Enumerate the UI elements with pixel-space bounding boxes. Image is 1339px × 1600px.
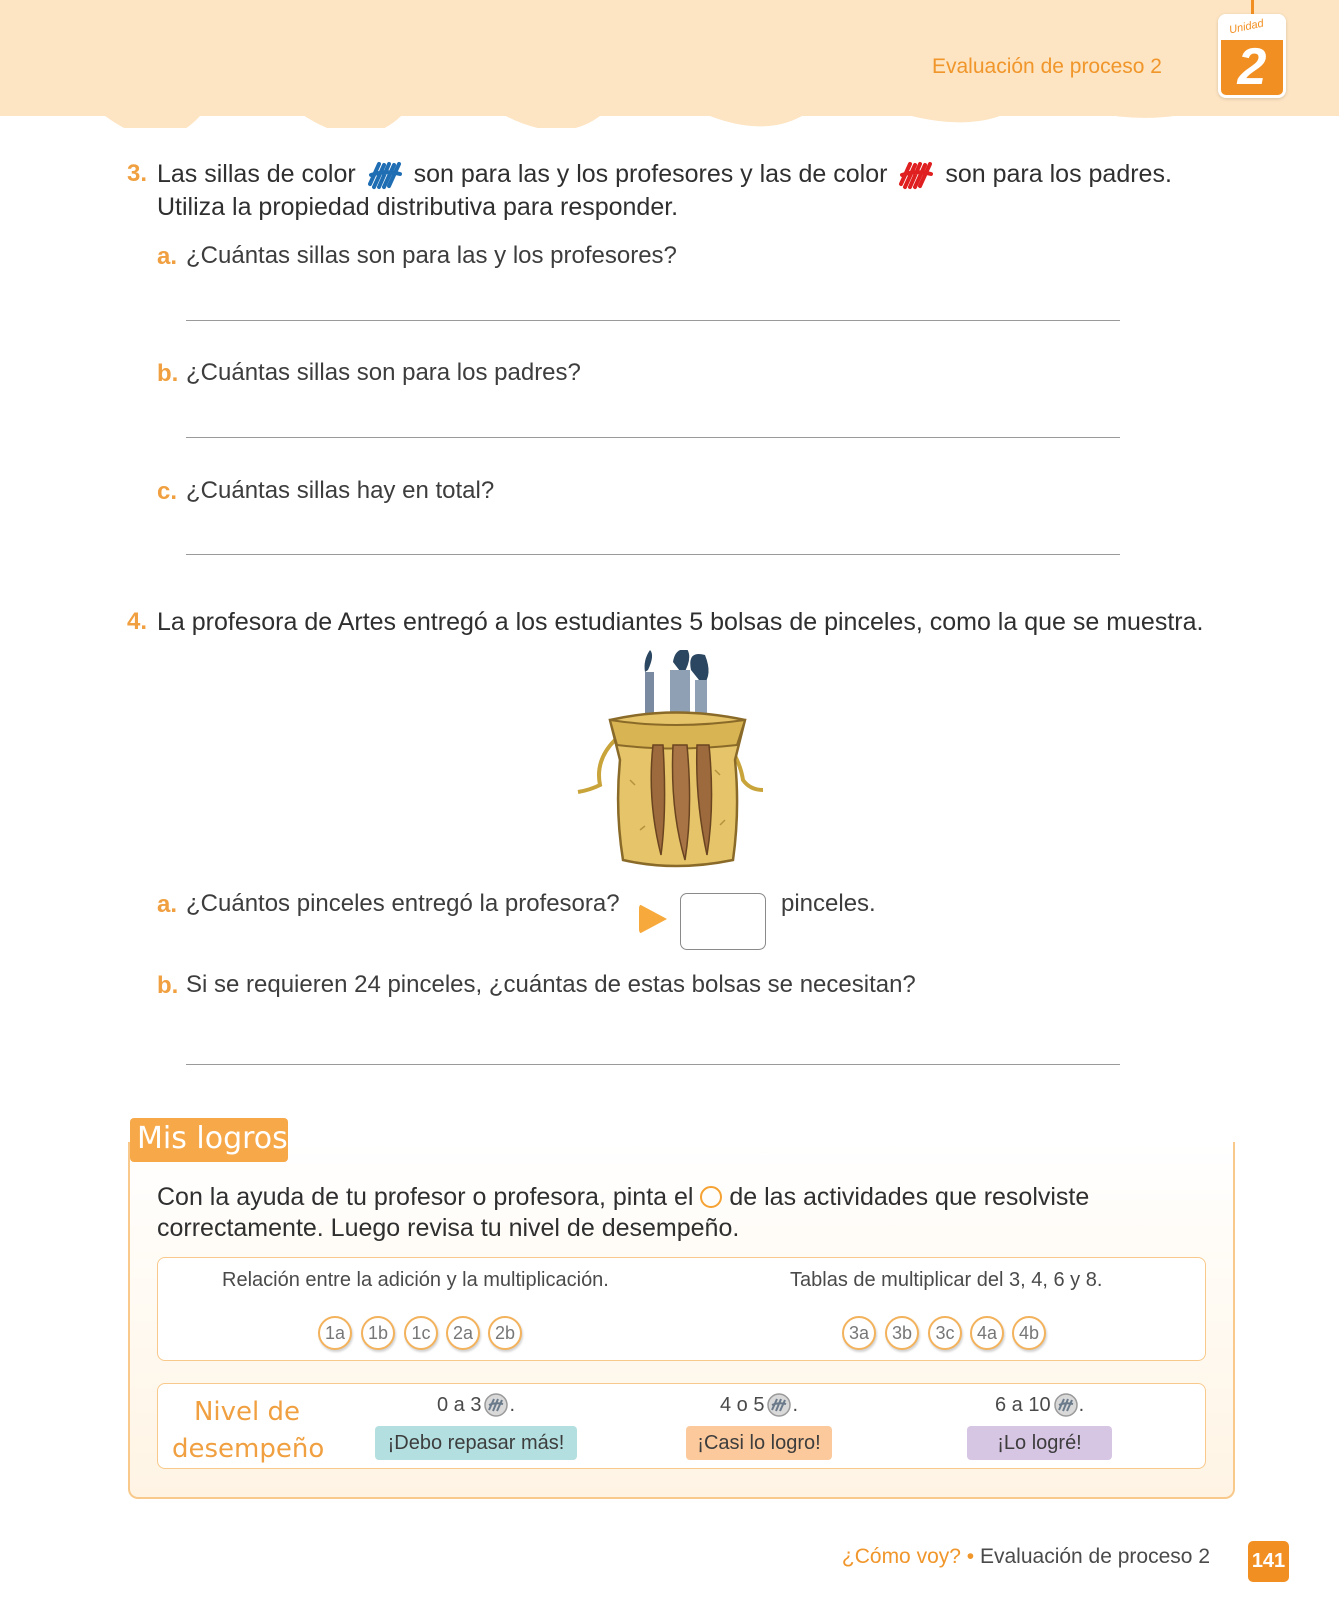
question-3a-letter: a. bbox=[157, 243, 178, 270]
question-3c-text: ¿Cuántas sillas hay en total? bbox=[186, 477, 495, 504]
level-title-line2: desempeño bbox=[172, 1434, 325, 1464]
question-4-number: 4. bbox=[127, 608, 148, 635]
header-title: Evaluación de proceso 2 bbox=[932, 55, 1162, 78]
torn-paper-edge bbox=[0, 104, 1339, 128]
activity-circle-1b[interactable]: 1b bbox=[361, 1316, 395, 1350]
level-range-3: 6 a 10 . bbox=[995, 1394, 1085, 1416]
circle-icon bbox=[700, 1186, 722, 1208]
logros-text-part1: Con la ayuda de tu profesor o profesora, pinta el bbox=[157, 1183, 694, 1211]
activity-circle-3a[interactable]: 3a bbox=[842, 1316, 876, 1350]
logros-text-part2: de las actividades que resolviste bbox=[729, 1183, 1090, 1211]
activity-circle-1a[interactable]: 1a bbox=[318, 1316, 352, 1350]
blue-chair-scribble-icon bbox=[367, 160, 403, 190]
red-chair-scribble-icon bbox=[898, 160, 934, 190]
logros-title: Mis logros bbox=[137, 1121, 288, 1156]
activity-circle-4b[interactable]: 4b bbox=[1012, 1316, 1046, 1350]
footer-accent: ¿Cómo voy? bbox=[841, 1545, 961, 1568]
answer-line-3c[interactable] bbox=[186, 554, 1120, 555]
question-3-text bbox=[157, 158, 1257, 224]
activity-circle-2b[interactable]: 2b bbox=[488, 1316, 522, 1350]
arrow-right-icon bbox=[639, 904, 667, 934]
paintbrush-bag-icon bbox=[575, 650, 775, 870]
level-range-2-text: 4 o 5 bbox=[720, 1394, 765, 1416]
footer-label: Evaluación de proceso bbox=[979, 1545, 1193, 1568]
level-chip-1: ¡Debo repasar más! bbox=[375, 1426, 577, 1460]
question-3b-text: ¿Cuántas sillas son para los padres? bbox=[186, 359, 581, 386]
logros-instructions bbox=[157, 1182, 1217, 1244]
activity-circle-2a[interactable]: 2a bbox=[446, 1316, 480, 1350]
question-4b-letter: b. bbox=[157, 972, 179, 999]
question-4b-text: Si se requieren 24 pinceles, ¿cuántas de estas bolsas se necesitan? bbox=[186, 971, 916, 998]
level-range-3-text: 6 a 10 bbox=[995, 1394, 1051, 1416]
question-3c-letter: c. bbox=[157, 478, 178, 505]
answer-suffix-4a: pinceles. bbox=[781, 890, 876, 917]
answer-line-3a[interactable] bbox=[186, 320, 1120, 321]
question-3-text-part1: Las sillas de color bbox=[157, 160, 356, 188]
question-3-number: 3. bbox=[127, 160, 148, 187]
question-4a-letter: a. bbox=[157, 891, 178, 918]
question-4a-text: ¿Cuántos pinceles entregó la profesora? bbox=[186, 890, 620, 917]
unit-badge bbox=[1218, 14, 1286, 98]
level-title-line1: Nivel de bbox=[193, 1397, 301, 1427]
answer-line-4b[interactable] bbox=[186, 1064, 1120, 1065]
page-number: 141 bbox=[1248, 1541, 1289, 1582]
activity-circle-4a[interactable]: 4a bbox=[970, 1316, 1004, 1350]
gray-scribble-icon bbox=[766, 1393, 792, 1417]
footer-text bbox=[842, 1545, 1210, 1569]
activity-circle-1c[interactable]: 1c bbox=[404, 1316, 438, 1350]
level-range-1: 0 a 3 . bbox=[437, 1394, 516, 1416]
answer-line-3b[interactable] bbox=[186, 437, 1120, 438]
footer-bullet: • bbox=[966, 1545, 975, 1568]
footer-number: 2 bbox=[1198, 1545, 1210, 1568]
unit-number: 2 bbox=[1237, 38, 1267, 96]
answer-box-4a[interactable] bbox=[680, 893, 766, 950]
gray-scribble-icon bbox=[483, 1393, 509, 1417]
level-chip-3: ¡Lo logré! bbox=[967, 1426, 1112, 1460]
activity-circle-3c[interactable]: 3c bbox=[928, 1316, 962, 1350]
question-3-text-part2: son para las y los profesores y las de color bbox=[413, 160, 888, 188]
gray-scribble-icon bbox=[1053, 1393, 1079, 1417]
activity-circle-3b[interactable]: 3b bbox=[885, 1316, 919, 1350]
level-chip-2: ¡Casi lo logro! bbox=[686, 1426, 832, 1460]
level-range-1-text: 0 a 3 bbox=[437, 1394, 482, 1416]
logros-text-line2: correctamente. Luego revisa tu nivel de desempeño. bbox=[157, 1214, 740, 1242]
level-range-2: 4 o 5 . bbox=[720, 1394, 799, 1416]
level-title bbox=[172, 1394, 325, 1468]
skill-label-2: Tablas de multiplicar del 3, 4, 6 y 8. bbox=[790, 1269, 1103, 1291]
question-4-text: La profesora de Artes entregó a los estudiantes 5 bolsas de pinceles, como la que se muestra. bbox=[157, 608, 1204, 636]
unit-word: Unidad bbox=[1228, 17, 1265, 37]
skill-label-1: Relación entre la adición y la multiplicación. bbox=[222, 1269, 609, 1291]
question-3-text-part3: son para los padres. bbox=[945, 160, 1172, 188]
question-3-text-line2: Utiliza la propiedad distributiva para responder. bbox=[157, 193, 679, 221]
question-3b-letter: b. bbox=[157, 360, 179, 387]
question-3a-text: ¿Cuántas sillas son para las y los profesores? bbox=[186, 242, 677, 269]
